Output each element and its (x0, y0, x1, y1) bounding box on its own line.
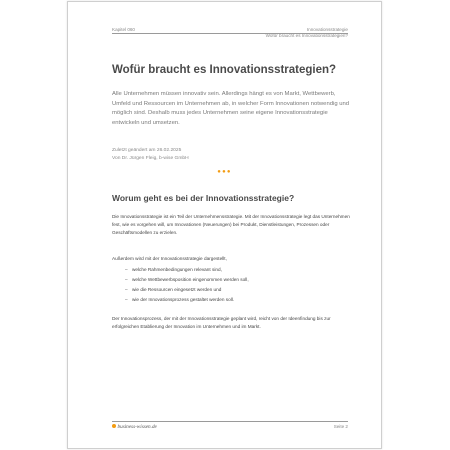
list-item-text: wie die Ressourcen eingesetzt werden und (132, 287, 222, 292)
bullet-list (125, 265, 345, 305)
article-meta (112, 147, 352, 163)
list-item (125, 275, 345, 285)
dash-marker: – (125, 267, 128, 272)
list-item-text: welche Rahmenbedingungen relevant sind, (132, 267, 222, 272)
intro-paragraph: Alle Unternehmen müssen innovativ sein. Allerdings hängt es von Markt, Wettbewerb, Umfeld und Ressourcen im Unternehmen ab, in welcher Form Innovationen notwendig und möglich sind. Deshalb muss jedes Unternehmen seine eigene Innovationsstrategie entwickeln und umsetzen. (112, 91, 350, 126)
author-line: Von Dr. Jürgen Fleig, b-wise GmbH (112, 156, 189, 161)
section-heading: Worum geht es bei der Innovationsstrategie? (112, 193, 295, 203)
dash-marker: – (125, 297, 128, 302)
footer-divider (112, 421, 348, 422)
list-item (125, 295, 345, 305)
header-subtitle: Wofür braucht es Innovationsstrategien? (265, 32, 348, 38)
updated-date: Zuletzt geändert am 26.02.2025 (112, 148, 182, 153)
section-paragraph-1: Die Innovationsstrategie ist ein Teil der Unternehmensstrategie. Mit der Innovationsstrategie legt das Unternehmen fest, wie es vorgehen will, um Innovationen (Neuerungen) bei Produkt, Dienstleistungen, Prozessen oder Geschäftsmodellen zu erzielen. (112, 214, 350, 236)
dash-marker: – (125, 277, 128, 282)
header-topic: Innovationsstrategie (306, 27, 348, 32)
page-number: Seite 2 (333, 424, 348, 429)
list-item-text: welche Wettbewerbsposition eingenommen werden soll, (132, 277, 249, 282)
page-title: Wofür braucht es Innovationsstrategien? (112, 64, 337, 76)
dash-marker: – (125, 287, 128, 292)
section-separator-dots: ●●● (217, 169, 232, 175)
section-paragraph-3: Der Innovationsprozess, der mit der Innovationsstrategie geplant wird, reicht von der Ideenfindung bis zur erfolgreichen Etablierung der Innovation im Unternehmen und im Markt. (112, 316, 331, 330)
list-item-text: wie der Innovationsprozess gestaltet werden soll. (132, 297, 235, 302)
list-item (125, 265, 345, 275)
logo-dot-icon (112, 424, 116, 428)
list-item (125, 285, 345, 295)
footer-logo (112, 424, 157, 430)
document-page (67, 1, 382, 449)
header-divider (112, 33, 348, 34)
footer-logo-text: business-wissen.de (117, 424, 157, 430)
header-chapter: Kapitel 060 (112, 27, 135, 32)
section-paragraph-2: Außerdem wird mit der Innovationsstrategie dargestellt, (112, 256, 227, 261)
